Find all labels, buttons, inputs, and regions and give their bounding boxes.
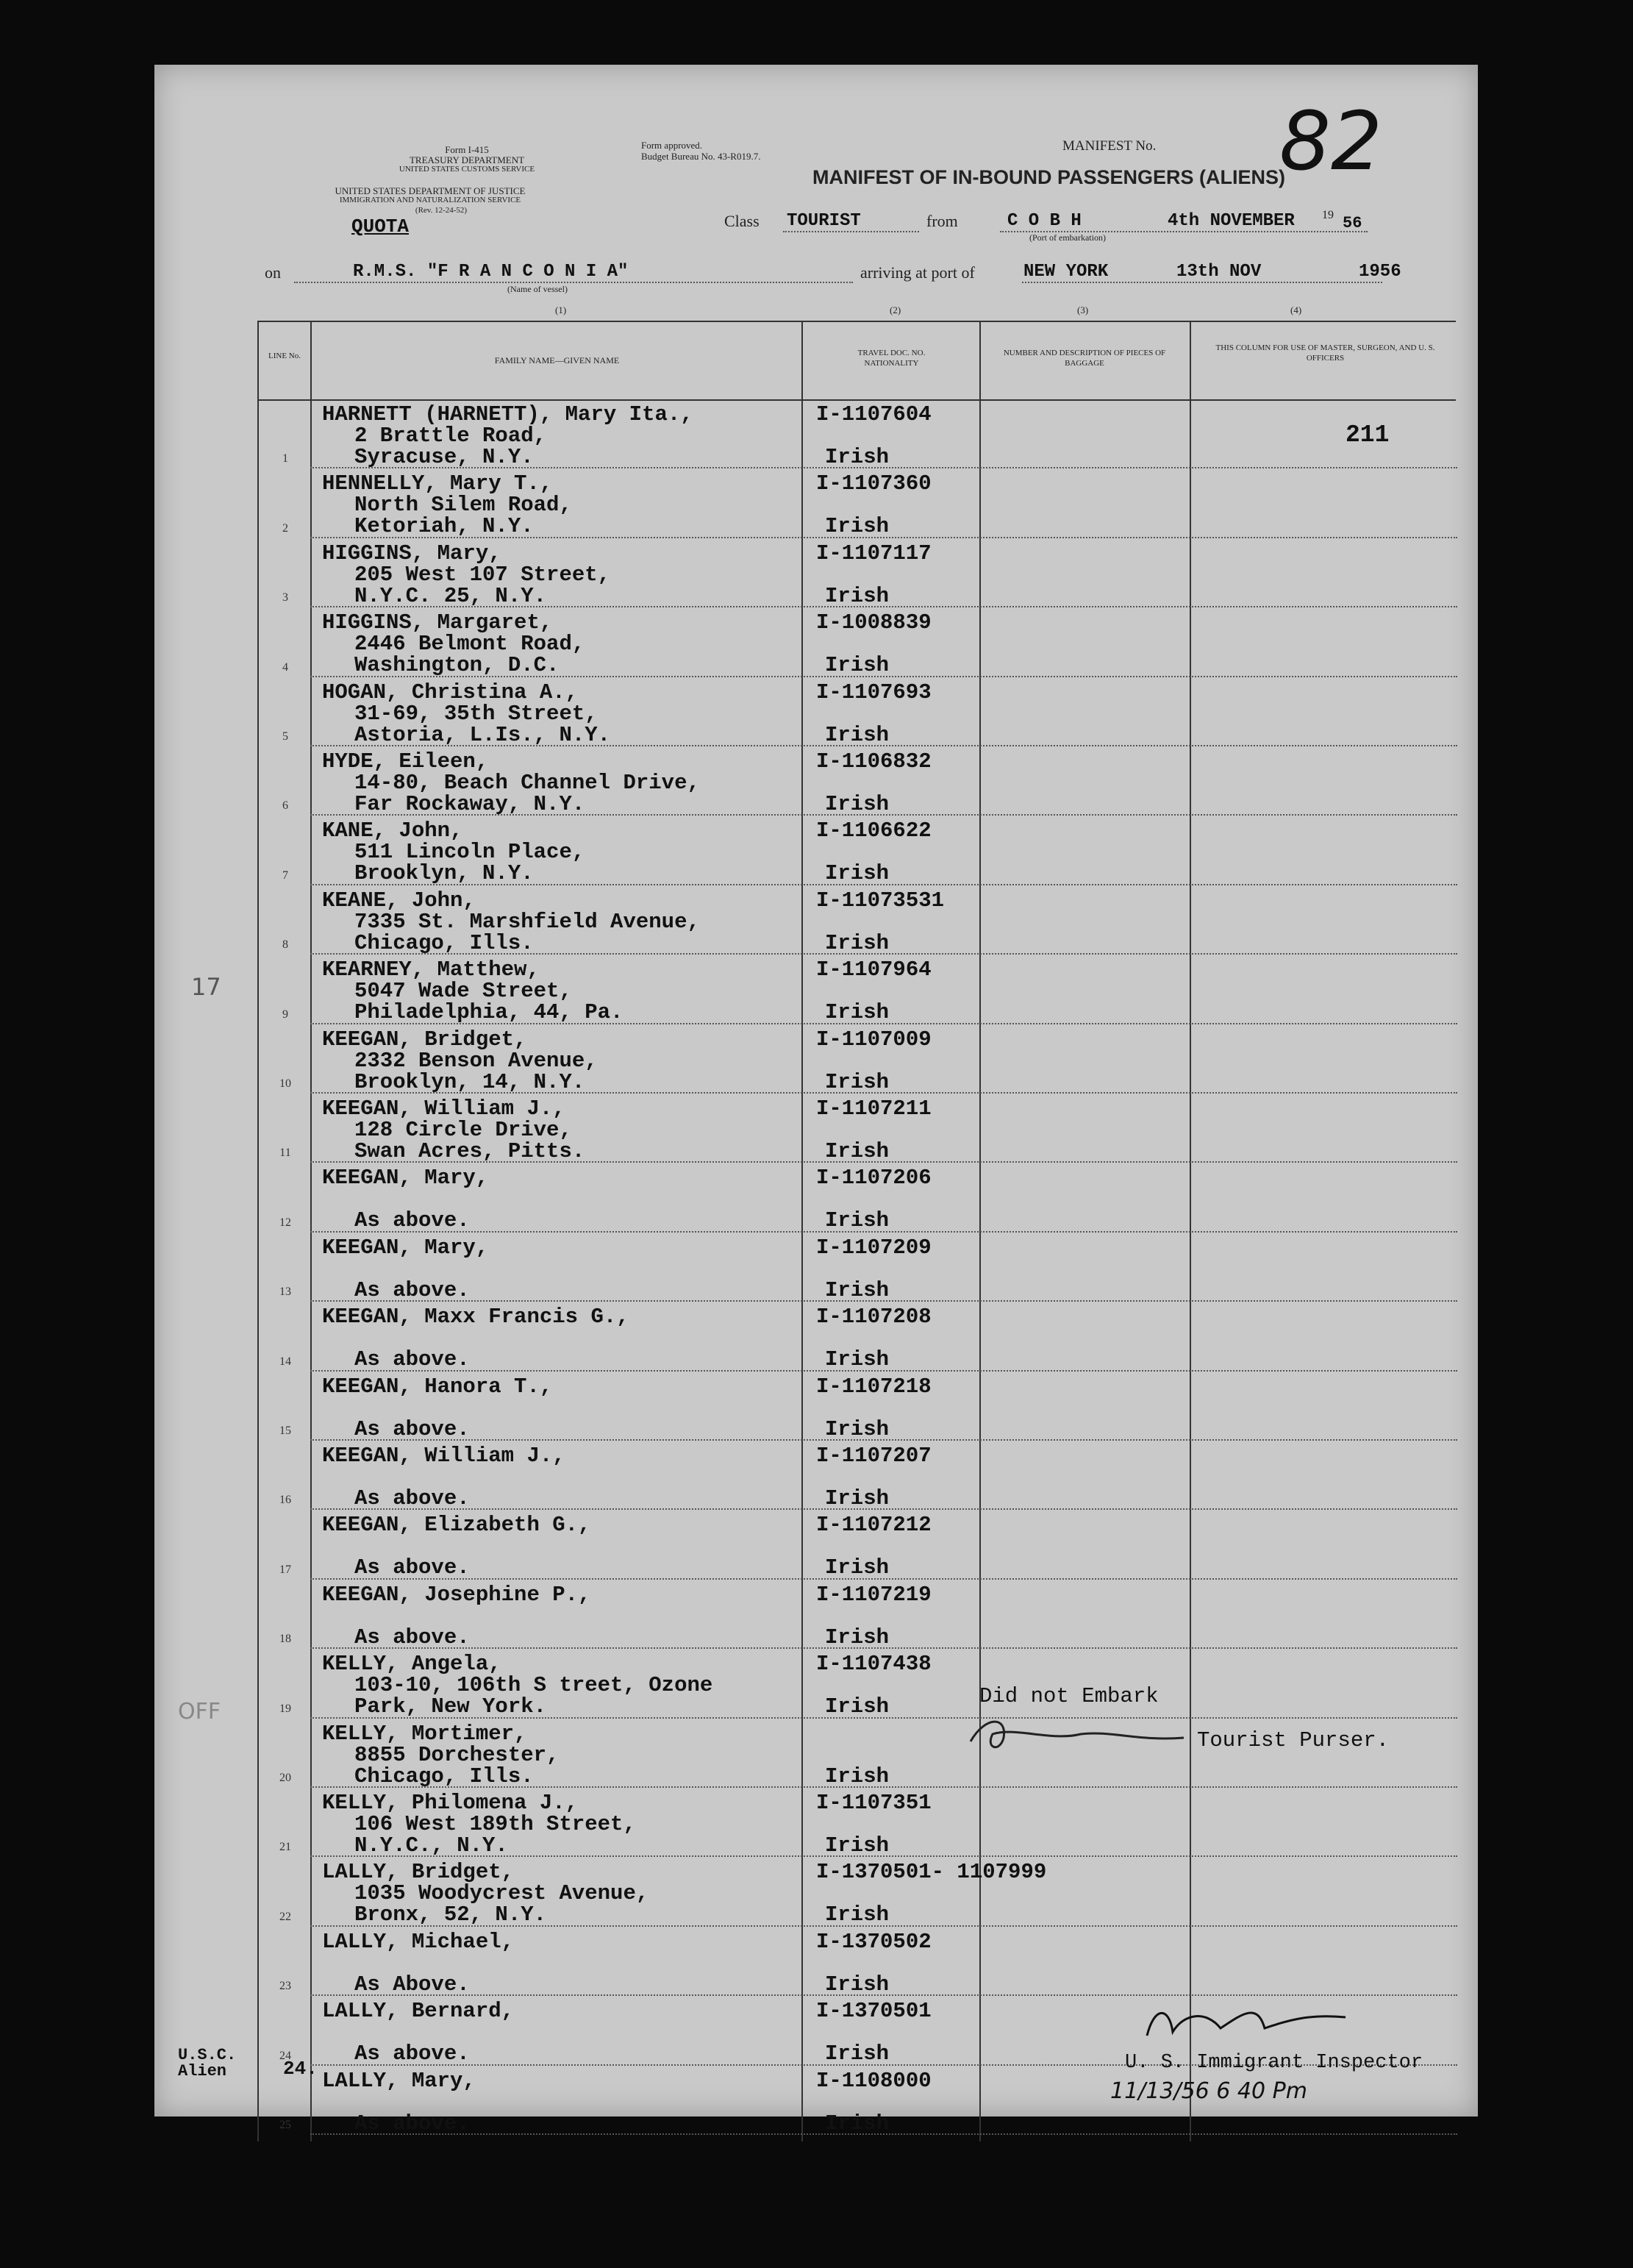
travel-doc-number: I-1107438 xyxy=(816,1652,932,1677)
nationality: Irish xyxy=(825,583,890,608)
address-city: Brooklyn, N.Y. xyxy=(354,861,534,886)
manifest-label: MANIFEST No. xyxy=(1062,138,1157,154)
nationality: Irish xyxy=(825,1277,890,1302)
table-row xyxy=(154,1372,1478,1441)
margin-17: 17 xyxy=(191,973,221,1001)
form-number: Form I-415 xyxy=(445,144,489,155)
line-number: 25 xyxy=(279,2118,291,2131)
address-city: Swan Acres, Pitts. xyxy=(354,1139,585,1163)
nationality: Irish xyxy=(825,930,890,955)
travel-doc-number: I-1107206 xyxy=(816,1166,932,1191)
address-city: As above. xyxy=(354,1555,470,1580)
travel-doc-number: I-1107117 xyxy=(816,541,932,566)
passenger-name: LALLY, Bernard, xyxy=(322,1999,515,2024)
passenger-name: KELLY, Mortimer, xyxy=(322,1721,527,1746)
nationality: Irish xyxy=(825,445,890,469)
table-row xyxy=(154,885,1478,955)
officer-note: 211 xyxy=(1346,421,1390,449)
address-city: As above. xyxy=(354,1625,470,1650)
col-num-4: (4) xyxy=(1290,304,1302,315)
travel-doc-number: I-1107351 xyxy=(816,1791,932,1815)
line-number: 13 xyxy=(279,1285,291,1299)
passenger-name: KEEGAN, Hanora T., xyxy=(322,1374,553,1399)
class-dots xyxy=(783,231,919,232)
address-line: 511 Lincoln Place, xyxy=(354,840,585,865)
passenger-name: LALLY, Mary, xyxy=(322,2068,476,2093)
col-header-name: FAMILY NAME—GIVEN NAME xyxy=(494,355,620,365)
address-city: As above. xyxy=(354,1208,470,1233)
passenger-name: KEEGAN, Maxx Francis G., xyxy=(322,1305,629,1330)
table-row xyxy=(154,1302,1478,1371)
passenger-name: HIGGINS, Mary, xyxy=(322,541,501,566)
line-number: 22 xyxy=(279,1910,291,1923)
address-city: N.Y.C., N.Y. xyxy=(354,1833,508,1858)
address-line: 7335 St. Marshfield Avenue, xyxy=(354,909,700,934)
table-row xyxy=(154,816,1478,885)
address-city: Chicago, Ills. xyxy=(354,1764,534,1789)
travel-doc-number: I-1107208 xyxy=(816,1305,932,1330)
vessel-caption: (Name of vessel) xyxy=(507,284,568,294)
passenger-name: KELLY, Angela, xyxy=(322,1652,501,1677)
address-city: Ketoriah, N.Y. xyxy=(354,514,534,539)
passenger-name: LALLY, Michael, xyxy=(322,1929,515,1954)
year-suffix: 56 xyxy=(1343,214,1362,232)
budget-bureau: Budget Bureau No. 43-R019.7. xyxy=(641,151,761,162)
line-number: 18 xyxy=(279,1633,291,1646)
col-header-line: LINE No. xyxy=(268,352,301,360)
address-line: 2446 Belmont Road, xyxy=(354,632,585,657)
nationality: Irish xyxy=(825,861,890,886)
nationality: Irish xyxy=(825,1486,890,1511)
passenger-name: KEARNEY, Matthew, xyxy=(322,958,540,983)
col-num-1: (1) xyxy=(555,304,567,315)
travel-doc-number: I-1370502 xyxy=(816,1929,932,1954)
nationality: Irish xyxy=(825,1764,890,1789)
class-value: TOURIST xyxy=(787,211,861,231)
line-number: 6 xyxy=(282,799,288,813)
address-city: Bronx, 52, N.Y. xyxy=(354,1903,547,1928)
address-city: As above. xyxy=(354,2111,470,2136)
address-line: 106 West 189th Street, xyxy=(354,1812,636,1836)
nationality: Irish xyxy=(825,1139,890,1163)
line-number: 11 xyxy=(279,1147,291,1160)
nationality: Irish xyxy=(825,1069,890,1094)
did-not-embark: Did not Embark xyxy=(979,1684,1159,1708)
line-number: 10 xyxy=(279,1077,291,1090)
travel-doc-number: I-1106832 xyxy=(816,749,932,774)
passenger-name: KEEGAN, Josephine P., xyxy=(322,1582,591,1607)
treasury-dept: TREASURY DEPARTMENT xyxy=(409,154,525,165)
travel-doc-number: I-1107207 xyxy=(816,1444,932,1468)
table-row xyxy=(154,1510,1478,1579)
table-row xyxy=(154,1024,1478,1094)
address-city: Chicago, Ills. xyxy=(354,930,534,955)
table-row xyxy=(154,1163,1478,1232)
manifest-sheet xyxy=(154,65,1478,2136)
line-number: 14 xyxy=(279,1355,291,1368)
manifest-title: MANIFEST OF IN-BOUND PASSENGERS (ALIENS) xyxy=(812,166,1286,188)
port-caption: (Port of embarkation) xyxy=(1029,232,1106,243)
address-city: Astoria, L.Is., N.Y. xyxy=(354,722,611,747)
travel-doc-number: I-1008839 xyxy=(816,610,932,635)
address-city: Washington, D.C. xyxy=(354,653,560,678)
passenger-name: KEEGAN, Mary, xyxy=(322,1166,489,1191)
address-city: As above. xyxy=(354,1486,470,1511)
line-number: 15 xyxy=(279,1424,291,1437)
line-number: 19 xyxy=(279,1702,291,1715)
off-note: OFF xyxy=(178,1699,221,1725)
justice-dept: UNITED STATES DEPARTMENT OF JUSTICE xyxy=(335,185,526,196)
nationality: Irish xyxy=(825,2041,890,2066)
nationality: Irish xyxy=(825,792,890,816)
form-approved: Form approved. xyxy=(641,140,703,151)
table-row xyxy=(154,1441,1478,1510)
nationality: Irish xyxy=(825,1416,890,1441)
line-number: 16 xyxy=(279,1494,291,1507)
line-number: 7 xyxy=(282,869,288,882)
line-number: 3 xyxy=(282,591,288,605)
revision: (Rev. 12-24-52) xyxy=(415,206,468,215)
nationality: Irish xyxy=(825,1972,890,1997)
line-number: 23 xyxy=(279,1980,291,1993)
address-city: Brooklyn, 14, N.Y. xyxy=(354,1069,585,1094)
travel-doc-number: I-1107604 xyxy=(816,402,932,427)
address-line: 205 West 107 Street, xyxy=(354,562,611,587)
passenger-name: HARNETT (HARNETT), Mary Ita., xyxy=(322,402,693,427)
table-row xyxy=(154,1094,1478,1163)
on-label: on xyxy=(265,263,281,282)
inspector-signature-icon xyxy=(1140,1999,1375,2050)
ins-service: IMMIGRATION AND NATURALIZATION SERVICE xyxy=(339,196,521,204)
table-row xyxy=(154,746,1478,816)
nationality: Irish xyxy=(825,1347,890,1372)
nationality: Irish xyxy=(825,1903,890,1928)
address-line: 2 Brattle Road, xyxy=(354,424,547,448)
address-city: Syracuse, N.Y. xyxy=(354,445,534,469)
table-row xyxy=(154,677,1478,746)
address-city: As above. xyxy=(354,1277,470,1302)
usc-label: U.S.C. xyxy=(178,2046,237,2064)
col-header-doc: TRAVEL DOC. NO. NATIONALITY xyxy=(857,349,926,368)
address-line: 8855 Dorchester, xyxy=(354,1742,560,1767)
address-city: N.Y.C. 25, N.Y. xyxy=(354,583,547,608)
line-number: 4 xyxy=(282,660,288,674)
line-number: 20 xyxy=(279,1771,291,1784)
travel-doc-number: I-1107964 xyxy=(816,958,932,983)
line-number: 5 xyxy=(282,730,288,743)
nationality: Irish xyxy=(825,722,890,747)
address-line: 128 Circle Drive, xyxy=(354,1118,572,1142)
inspection-date-time: 11/13/56 6 40 Pm xyxy=(1110,2078,1307,2104)
address-line: 1035 Woodycrest Avenue, xyxy=(354,1881,649,1906)
departure-date: 4th NOVEMBER xyxy=(1168,211,1295,231)
table-row xyxy=(154,399,1478,468)
col-num-2: (2) xyxy=(890,304,901,315)
purser-signature-icon xyxy=(963,1712,1198,1756)
travel-doc-number: I-1107009 xyxy=(816,1027,932,1052)
passenger-name: HYDE, Eileen, xyxy=(322,749,489,774)
vessel-name: R.M.S. "F R A N C O N I A" xyxy=(353,262,629,282)
line-number: 9 xyxy=(282,1008,288,1021)
passenger-name: KEEGAN, Bridget, xyxy=(322,1027,527,1052)
nationality: Irish xyxy=(825,1833,890,1858)
line-number: 8 xyxy=(282,938,288,952)
address-city: As above. xyxy=(354,2041,470,2066)
address-city: As above. xyxy=(354,1347,470,1372)
quota-label: QUOTA xyxy=(351,215,410,238)
travel-doc-number: I-1107360 xyxy=(816,471,932,496)
from-label: from xyxy=(926,212,958,230)
address-line: 5047 Wade Street, xyxy=(354,979,572,1004)
class-label: Class xyxy=(724,212,760,230)
customs-service: UNITED STATES CUSTOMS SERVICE xyxy=(399,165,535,174)
line-number: 12 xyxy=(279,1216,291,1229)
table-row xyxy=(154,1857,1478,1926)
nationality: Irish xyxy=(825,1000,890,1025)
arrival-port: NEW YORK xyxy=(1023,262,1109,282)
vessel-dots xyxy=(294,282,853,283)
table-row xyxy=(154,955,1478,1024)
line-number: 1 xyxy=(282,452,288,466)
year-prefix: 19 xyxy=(1322,209,1334,221)
col-num-3: (3) xyxy=(1077,304,1089,315)
address-city: Far Rockaway, N.Y. xyxy=(354,792,585,816)
from-dots xyxy=(1000,231,1368,232)
address-line: North Silem Road, xyxy=(354,493,572,518)
arrival-dots xyxy=(1022,282,1382,283)
travel-doc-number: I-1107211 xyxy=(816,1096,932,1121)
manifest-number: 82 xyxy=(1279,94,1382,188)
table-row xyxy=(154,1649,1478,1718)
alien-label: Alien xyxy=(178,2062,227,2080)
address-line: 103-10, 106th S treet, Ozone xyxy=(354,1673,713,1698)
arrival-date: 13th NOV xyxy=(1176,262,1262,282)
address-line: 2332 Benson Avenue, xyxy=(354,1048,598,1073)
travel-doc-number: I-1107693 xyxy=(816,680,932,705)
table-row xyxy=(154,1788,1478,1857)
address-city: Park, New York. xyxy=(354,1694,547,1719)
address-line: 14-80, Beach Channel Drive, xyxy=(354,771,700,795)
travel-doc-number: I-1108000 xyxy=(816,2068,932,2093)
arriving-label: arriving at port of xyxy=(860,263,975,282)
address-city: Philadelphia, 44, Pa. xyxy=(354,1000,623,1025)
passenger-name: HOGAN, Christina A., xyxy=(322,680,579,705)
passenger-name: KANE, John, xyxy=(322,819,463,844)
table-row xyxy=(154,1580,1478,1649)
alien-count: 24. xyxy=(283,2058,318,2080)
passenger-name: KEANE, John, xyxy=(322,888,476,913)
passenger-name: KEEGAN, William J., xyxy=(322,1096,565,1121)
tourist-purser: Tourist Purser. xyxy=(1197,1728,1390,1752)
table-row xyxy=(154,468,1478,538)
table-row xyxy=(154,607,1478,677)
table-top-border xyxy=(257,321,1456,322)
col-header-baggage: NUMBER AND DESCRIPTION OF PIECES OF BAGGAGE xyxy=(1003,349,1166,368)
nationality: Irish xyxy=(825,514,890,539)
travel-doc-number: I-1370501- 1107999 xyxy=(816,1860,1047,1885)
nationality: Irish xyxy=(825,1555,890,1580)
table-row xyxy=(154,1927,1478,1996)
table-row xyxy=(154,1233,1478,1302)
travel-doc-number: I-1107218 xyxy=(816,1374,932,1399)
address-line: 31-69, 35th Street, xyxy=(354,701,598,726)
passenger-name: HIGGINS, Margaret, xyxy=(322,610,553,635)
row-divider xyxy=(310,2133,1457,2135)
passenger-name: KEEGAN, Mary, xyxy=(322,1235,489,1260)
travel-doc-number: I-11073531 xyxy=(816,888,945,913)
passenger-name: KEEGAN, Elizabeth G., xyxy=(322,1513,591,1538)
arrival-year: 1956 xyxy=(1359,262,1401,282)
travel-doc-number: I-1107209 xyxy=(816,1235,932,1260)
nationality: Irish xyxy=(825,2111,890,2136)
line-number: 2 xyxy=(282,521,288,535)
nationality: Irish xyxy=(825,1625,890,1650)
nationality: Irish xyxy=(825,1694,890,1719)
travel-doc-number: I-1107219 xyxy=(816,1582,932,1607)
nationality: Irish xyxy=(825,653,890,678)
from-value: C O B H xyxy=(1007,211,1082,231)
passenger-name: LALLY, Bridget, xyxy=(322,1860,515,1885)
travel-doc-number: I-1107212 xyxy=(816,1513,932,1538)
line-number: 17 xyxy=(279,1563,291,1576)
passenger-name: KEEGAN, William J., xyxy=(322,1444,565,1468)
line-number: 21 xyxy=(279,1841,291,1854)
address-city: As above. xyxy=(354,1416,470,1441)
table-row xyxy=(154,538,1478,607)
address-city: As Above. xyxy=(354,1972,470,1997)
passenger-name: HENNELLY, Mary T., xyxy=(322,471,553,496)
travel-doc-number: I-1370501 xyxy=(816,1999,932,2024)
inspector-label: U. S. Immigrant Inspector xyxy=(1125,2052,1423,2074)
passenger-name: KELLY, Philomena J., xyxy=(322,1791,579,1815)
line-number: 24 xyxy=(279,2049,291,2062)
travel-doc-number: I-1106622 xyxy=(816,819,932,844)
nationality: Irish xyxy=(825,1208,890,1233)
col-header-officers: THIS COLUMN FOR USE OF MASTER, SURGEON, AND U. S. OFFICERS xyxy=(1215,343,1435,363)
